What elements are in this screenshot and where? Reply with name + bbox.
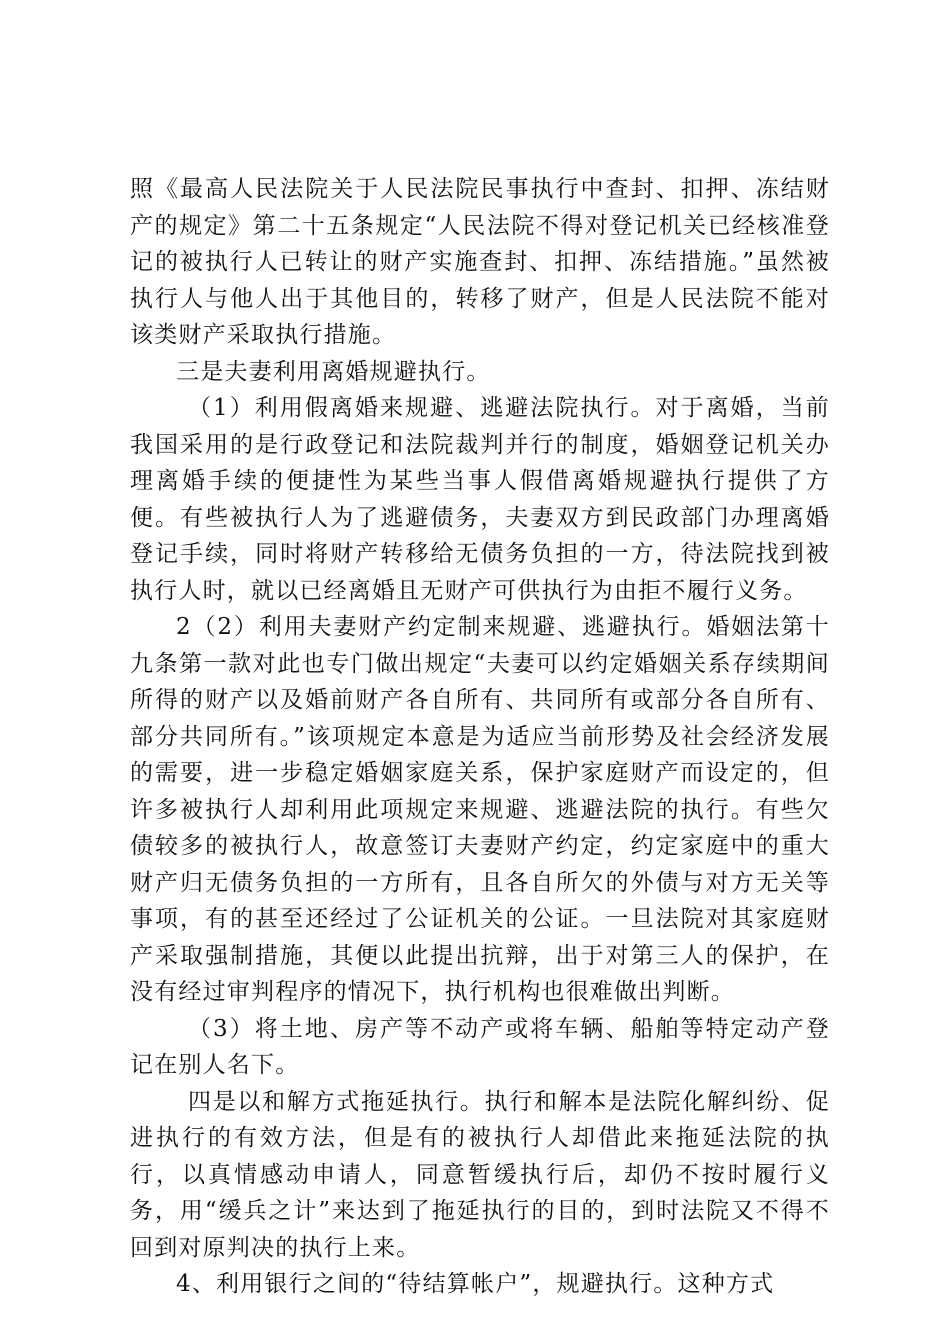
paragraph-registration-others: （3）将土地、房产等不动产或将车辆、船舶等特定动产登记在别人名下。	[130, 1015, 830, 1078]
paragraph-bank-account: 4、利用银行之间的“待结算帐户”，规避执行。这种方式	[176, 1271, 775, 1297]
paragraph-settlement-delay: 四是以和解方式拖延执行。执行和解本是法院化解纠纷、促进执行的有效方法，但是有的被执行人却借此来拖延法院的执行，以真情感动申请人，同意暂缓执行后，却仍不按时履行义务，用“缓兵之计”来达到了拖延执行的目的，到时法院又不得不回到对原判决的执行上来。	[130, 1088, 830, 1261]
paragraph-divorce-heading: 三是夫妻利用离婚规避执行。	[176, 358, 491, 385]
document-body	[130, 171, 830, 1303]
paragraph-fake-divorce: （1）利用假离婚来规避、逃避法院执行。对于离婚，当前我国采用的是行政登记和法院裁判并行的制度，婚姻登记机关办理离婚手续的便捷性为某些当事人假借离婚规避执行提供了方便。有些被执行人为了逃避债务，夫妻双方到民政部门办理离婚登记手续，同时将财产转移给无债务负担的一方，待法院找到被执行人时，就以已经离婚且无财产可供执行为由拒不履行义务。	[130, 395, 830, 604]
paragraph-property-agreement: 2（2）利用夫妻财产约定制来规避、逃避执行。婚姻法第十九条第一款对此也专门做出规定“夫妻可以约定婚姻关系存续期间所得的财产以及婚前财产各自所有、共同所有或部分各自所有、部分共同所有。”该项规定本意是为适应当前形势及社会经济发展的需要，进一步稳定婚姻家庭关系，保护家庭财产而设定的，但许多被执行人却利用此项规定来规避、逃避法院的执行。有些欠债较多的被执行人，故意签订夫妻财产约定，约定家庭中的重大财产归无债务负担的一方所有，且各自所欠的外债与对方无关等事项，有的甚至还经过了公证机关的公证。一旦法院对其家庭财产采取强制措施，其便以此提出抗辩，出于对第三人的保护，在没有经过审判程序的情况下，执行机构也很难做出判断。	[130, 614, 830, 1005]
paragraph-property-rule: 照《最高人民法院关于人民法院民事执行中查封、扣押、冻结财产的规定》第二十五条规定“人民法院不得对登记机关已经核准登记的被执行人已转让的财产实施查封、扣押、冻结措施。”虽然被执行人与他人出于其他目的，转移了财产，但是人民法院不能对该类财产采取执行措施。	[130, 176, 830, 348]
